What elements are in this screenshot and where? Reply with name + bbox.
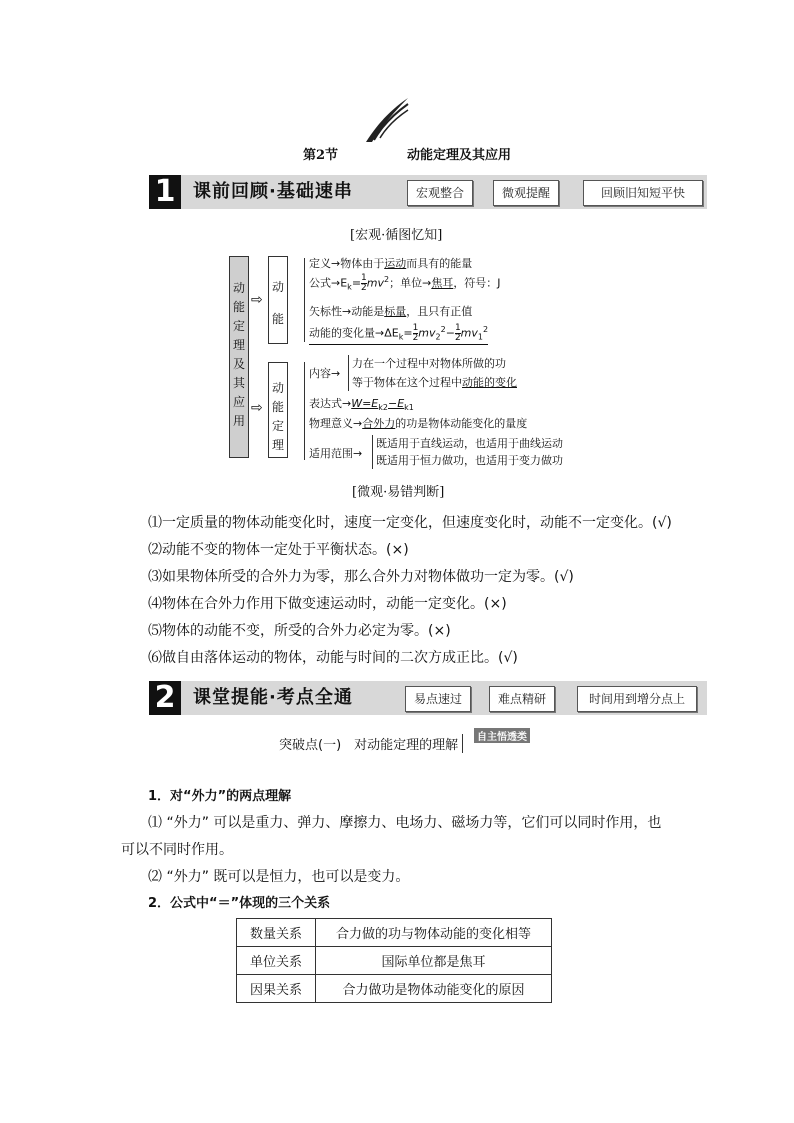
- superscript: 2: [440, 324, 446, 334]
- branch-label: 动能: [272, 280, 285, 326]
- brace: [304, 258, 305, 342]
- judgement-item: ⑶如果物体所受的合外力为零，那么合外力对物体做功一定为零。(√): [148, 569, 574, 585]
- text: mv: [460, 326, 478, 340]
- arrow-icon: ⇨: [251, 400, 263, 416]
- table-cell: 数量关系: [237, 919, 316, 947]
- judgement-item: ⑹做自由落体运动的物体，动能与时间的二次方成正比。(√): [148, 650, 518, 666]
- text: 动能的变化量→ΔE: [309, 326, 399, 340]
- subheading-2: 2．公式中“＝”体现的三个关系: [148, 896, 331, 911]
- judgement-item: ⑴一定质量的物体动能变化时，速度一定变化，但速度变化时，动能不一定变化。(√): [148, 515, 672, 531]
- underlined-text: 焦耳: [431, 276, 454, 290]
- paragraph: ⑴ “外力” 可以是重力、弹力、摩擦力、电场力、磁场力等，它们可以同时作用，也: [148, 815, 662, 831]
- meaning-line: [309, 415, 527, 431]
- text: ，符号：J: [453, 276, 501, 290]
- branch-theorem: [268, 362, 288, 458]
- numerator: 1: [454, 323, 461, 333]
- text: mv: [366, 276, 384, 290]
- banner-number: 2: [149, 681, 181, 715]
- category-badge: 自主悟透类: [474, 728, 530, 743]
- page-title: 动能定理及其应用: [407, 148, 512, 163]
- judgement-item: ⑷物体在合外力作用下做变速运动时，动能一定变化。(×): [148, 596, 507, 612]
- vector-line: [309, 303, 472, 319]
- text: 的功是物体动能变化的量度: [395, 417, 528, 430]
- section-banner-2: [149, 681, 707, 715]
- micro-heading: [微观·易错判断]: [352, 485, 445, 500]
- tab-score-points[interactable]: 时间用到增分点上: [577, 686, 697, 712]
- arrow-icon: ⇨: [251, 292, 263, 308]
- subscript: 1: [477, 332, 483, 342]
- text: 物理意义→: [309, 417, 363, 430]
- denominator: 2: [361, 283, 367, 293]
- superscript: 2: [384, 274, 390, 284]
- definition-line: [309, 255, 472, 271]
- subscript: k: [347, 282, 352, 292]
- subscript: k2: [378, 403, 388, 413]
- text: 表达式→: [309, 397, 352, 410]
- section-number: 第2节: [303, 148, 339, 163]
- underlined-text: 运动: [384, 257, 407, 270]
- subscript: k1: [404, 403, 414, 413]
- text: 等于物体在这个过程中: [352, 376, 462, 389]
- branch-kinetic-energy: [268, 256, 288, 344]
- banner-number: 1: [149, 175, 181, 209]
- content-line-1: 力在一个过程中对物体所做的功: [352, 357, 506, 370]
- table-cell: 国际单位都是焦耳: [316, 947, 552, 975]
- expression-line: [309, 395, 414, 412]
- brace: [372, 435, 373, 469]
- underlined-text: W=E: [351, 397, 379, 410]
- judgement-item: ⑸物体的动能不变，所受的合外力必定为零。(×): [148, 623, 451, 639]
- content-line-2: [352, 374, 517, 390]
- text: =: [403, 326, 413, 340]
- tab-easy-points[interactable]: 易点速过: [405, 686, 471, 712]
- change-line: [309, 324, 488, 345]
- text: 定义→物体由于: [309, 257, 385, 270]
- denominator: 2: [412, 333, 419, 343]
- concept-root: [229, 256, 249, 458]
- table-row: [237, 919, 552, 947]
- text: ，且只有正值: [406, 305, 473, 318]
- tab-review[interactable]: 回顾旧知短平快: [583, 180, 703, 206]
- table-cell: 因果关系: [237, 975, 316, 1003]
- subscript: 2: [435, 332, 441, 342]
- denominator: 2: [454, 333, 461, 343]
- subheading-1: 1．对“外力”的两点理解: [148, 789, 292, 804]
- breakthrough-title: 突破点(一) 对动能定理的理解: [279, 734, 463, 753]
- tab-macro[interactable]: 宏观整合: [407, 180, 473, 206]
- text: 公式→E: [309, 276, 348, 290]
- section-banner-1: [149, 175, 707, 209]
- judgement-item: ⑵动能不变的物体一定处于平衡状态。(×): [148, 542, 409, 558]
- formula-line: [309, 274, 501, 293]
- text: −: [445, 326, 455, 340]
- tab-hard-points[interactable]: 难点精研: [489, 686, 555, 712]
- numerator: 1: [412, 323, 419, 333]
- table-cell: 合力做的功与物体动能的变化相等: [316, 919, 552, 947]
- text: 矢标性→动能是: [309, 305, 385, 318]
- superscript: 2: [483, 324, 489, 334]
- scope-line-2: 既适用于恒力做功，也适用于变力做功: [376, 454, 563, 467]
- underlined-text: −E: [388, 397, 405, 410]
- paragraph: 可以不同时作用。: [121, 842, 233, 858]
- underlined-text: 动能的变化: [462, 376, 517, 389]
- swoosh-logo-icon: [364, 96, 410, 144]
- table-cell: 单位关系: [237, 947, 316, 975]
- brace: [348, 355, 349, 391]
- scope-label: 适用范围→: [309, 447, 363, 460]
- banner-title: 课堂提能·考点全通: [193, 687, 353, 708]
- content-label: 内容→: [309, 367, 341, 380]
- subscript: k: [398, 332, 404, 342]
- banner-title: 课前回顾·基础速串: [193, 181, 353, 202]
- paragraph: ⑵ “外力” 既可以是恒力，也可以是变力。: [148, 869, 410, 885]
- text: 而具有的能量: [406, 257, 473, 270]
- branch-label: 动能定理: [272, 381, 285, 452]
- table-row: [237, 975, 552, 1003]
- brace: [304, 362, 305, 460]
- macro-heading: [宏观·循图忆知]: [350, 228, 443, 243]
- underlined-text: 标量: [384, 305, 407, 318]
- concept-root-label: 动能定理及其应用: [233, 281, 246, 428]
- underlined-text: 合外力: [362, 417, 396, 430]
- table-row: [237, 947, 552, 975]
- text: mv: [418, 326, 436, 340]
- text: =: [351, 276, 362, 290]
- tab-micro[interactable]: 微观提醒: [493, 180, 559, 206]
- table-cell: 合力做功是物体动能变化的原因: [316, 975, 552, 1003]
- text: ；单位→: [389, 276, 432, 290]
- scope-line-1: 既适用于直线运动，也适用于曲线运动: [376, 437, 563, 450]
- numerator: 1: [361, 273, 367, 283]
- relations-table: [236, 918, 552, 1003]
